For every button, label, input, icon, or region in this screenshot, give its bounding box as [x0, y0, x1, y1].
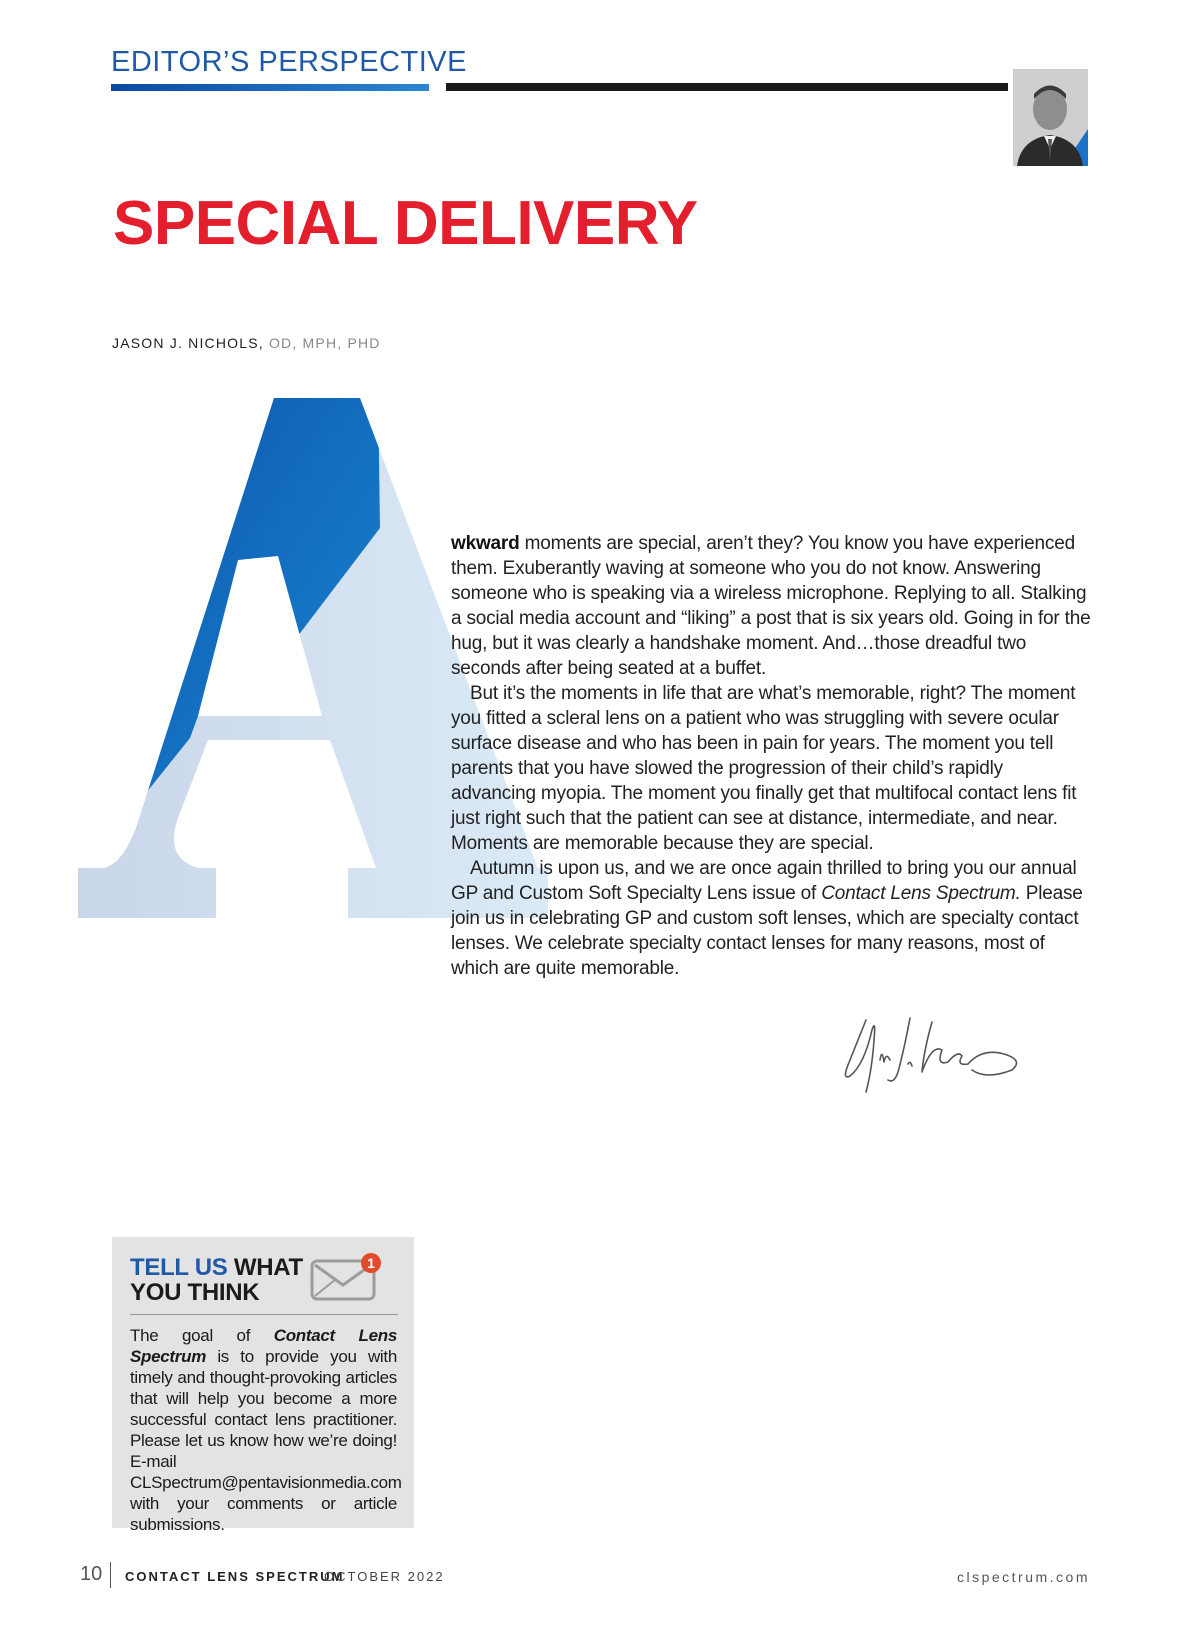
feedback-text-a: The goal of	[130, 1326, 251, 1345]
paragraph-2: But it’s the moments in life that are what’s memorable, right? The moment you fitted a scleral lens on a patient who was struggling with severe ocular surface disease and who has been in pain for years. The moment you tell parents that you have slowed the progression of their child’s rapidly advancing myopia. The moment you finally get that multifocal contact lens fit just right such that the patient can see at distance, intermediate, and near. Moments are memorable because they are special.	[451, 683, 1077, 854]
feedback-divider	[130, 1314, 398, 1315]
feedback-text	[130, 1325, 402, 1535]
feedback-heading-dark-1: WHAT	[233, 1254, 303, 1281]
feedback-heading-dark-2: YOU THINK	[130, 1279, 260, 1306]
footer-url[interactable]: clspectrum.com	[956, 1569, 1090, 1585]
publication-name-italic: Contact Lens Spectrum.	[821, 883, 1021, 904]
header-rule	[446, 83, 1008, 91]
author-signature	[836, 1010, 1036, 1095]
author-name: JASON J. NICHOLS,	[112, 335, 264, 351]
feedback-heading	[130, 1255, 320, 1305]
footer-date: OCTOBER 2022	[324, 1569, 445, 1584]
paragraph-1	[451, 531, 1091, 681]
author-credentials: OD, MPH, PHD	[268, 335, 381, 351]
paragraph-1-text: moments are special, aren’t they? You know you have experienced them. Exuberantly waving at someone who you do not know. Answering someone who is speaking via a wireless microphone. Replying to all. Stalking a social media account and “liking” a post that is six years old. Going in for the hug, but it was clearly a handshake moment. And…those dreadful two seconds after being seated at a buffet.	[451, 533, 1091, 679]
feedback-publication-italic: Contact Lens Spectrum	[130, 1326, 397, 1366]
footer-separator	[110, 1562, 111, 1588]
envelope-icon	[310, 1251, 382, 1303]
notification-badge-count: 1	[367, 1255, 375, 1271]
article-body	[451, 531, 1091, 981]
paragraph-3	[451, 856, 1091, 981]
article-title: SPECIAL DELIVERY	[113, 189, 698, 258]
lead-word: wkward	[451, 533, 520, 554]
byline	[112, 335, 381, 351]
footer-publication: CONTACT LENS SPECTRUM	[125, 1569, 345, 1584]
section-underline	[111, 84, 429, 91]
feedback-text-b: is to provide you with timely and thought-provoking articles that will help you become a more successful contact lens practitioner. Please let us know how we’re doing! E-mail CLSpectrum@pentavisionmedia.com with your comments or article submissions.	[130, 1347, 402, 1534]
feedback-box	[112, 1237, 414, 1534]
paragraph-3-text-b: Please join us in celebrating GP and custom soft lenses, which are specialty contact lenses. We celebrate specialty contact lenses for many reasons, most of which are quite memorable.	[451, 883, 1083, 979]
paragraph-3-text-a: Autumn is upon us, and we are once again thrilled to bring you our annual GP and Custom Soft Specialty Lens issue of	[451, 858, 1077, 904]
feedback-heading-blue: TELL US	[130, 1254, 228, 1281]
section-label: EDITOR’S PERSPECTIVE	[111, 46, 467, 78]
author-photo	[1013, 69, 1088, 166]
page-number: 10	[80, 1563, 103, 1585]
